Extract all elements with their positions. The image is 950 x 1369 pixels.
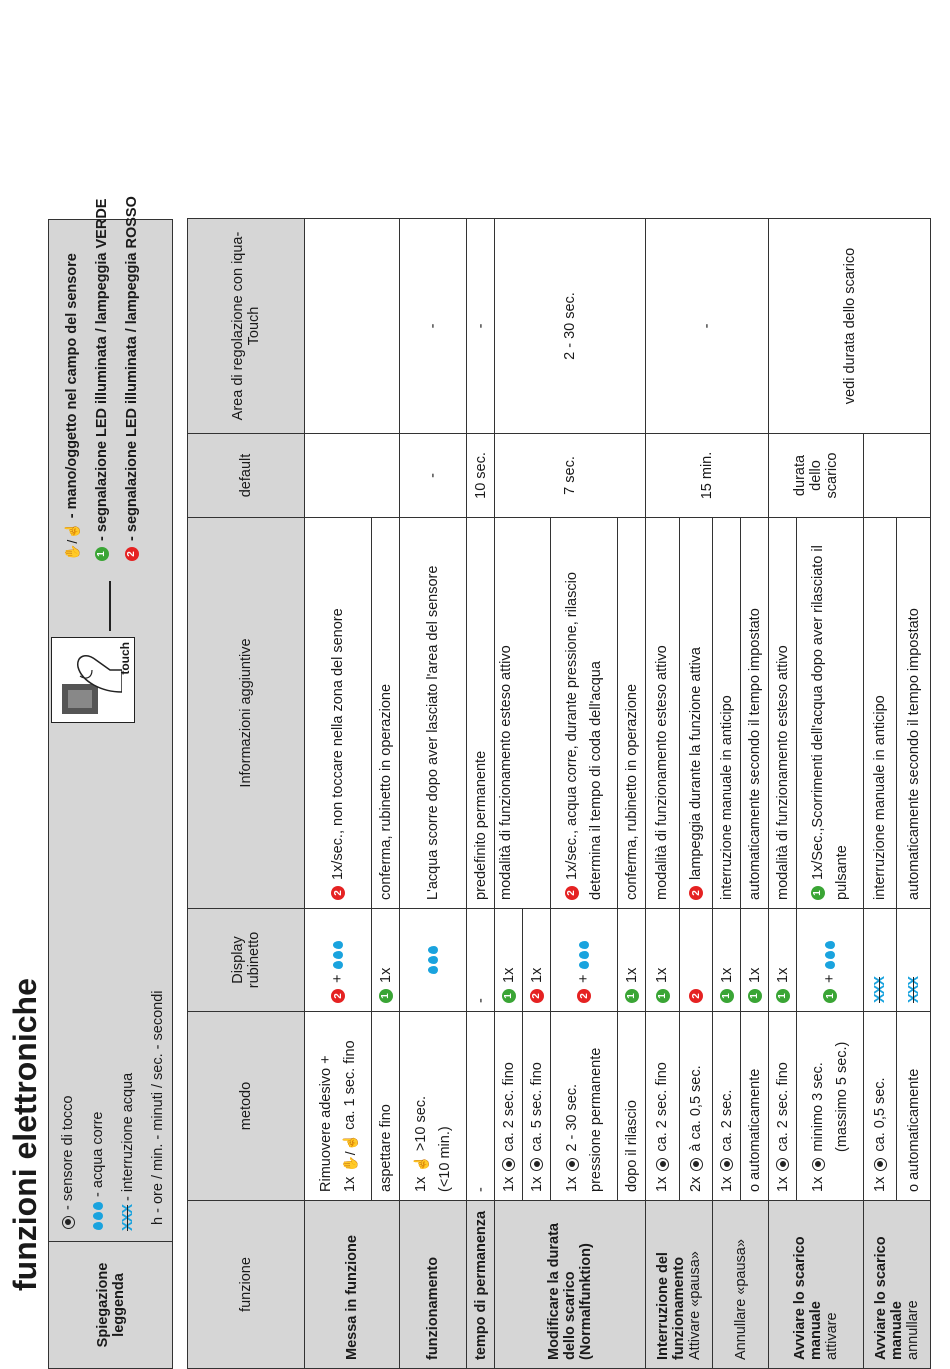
display-cell: 1 1x <box>713 909 741 1012</box>
target-icon <box>566 1158 579 1171</box>
target-icon <box>812 1158 825 1171</box>
func-pausa-attivare: Interruzione del funzionamento Attivare «pausa» <box>646 1201 713 1369</box>
method-cell: 1x ca. 0,5 sec. <box>863 1012 896 1201</box>
header-area: Area di regolazione con iqua-Touch <box>188 219 305 434</box>
method-cell: 1x 2 - 30 sec. pressione permanente <box>551 1012 618 1201</box>
info-cell: automaticamente secondo il tempo impostato <box>741 518 769 909</box>
header-funzione: funzione <box>188 1201 305 1369</box>
finger-icon: ☝ <box>413 1155 430 1173</box>
xxx-icon: XXX <box>872 976 889 1003</box>
method-cell: 1x minimo 3 sec. (massimo 5 sec.) <box>797 1012 864 1201</box>
default-cell <box>863 434 930 518</box>
red-led-icon: 2 <box>689 989 703 1003</box>
default-cell: durata dello scarico <box>769 434 864 518</box>
red-led-icon: 2 <box>577 989 591 1003</box>
touch-sensor-image <box>51 637 135 723</box>
legend-table <box>48 196 173 1369</box>
green-led-icon: 1 <box>656 989 670 1003</box>
red-led-icon: 2 <box>689 886 703 900</box>
func-pausa-annullare: Annullare «pausa» <box>713 1201 769 1369</box>
method-cell: 2x à ca. 0,5 sec. <box>679 1012 712 1201</box>
green-led-icon: 1 <box>748 989 762 1003</box>
func-manuale-attivare: Avviare lo scarico manuale attivare <box>769 1201 864 1369</box>
info-cell: automaticamente secondo il tempo impostato <box>897 518 931 909</box>
hand-icon: ✋/☝ <box>64 522 81 561</box>
green-led-icon: 1 <box>823 989 837 1003</box>
method-cell: 1x ☝ >10 sec. (<10 min.) <box>400 1012 467 1201</box>
drops-icon <box>822 940 838 970</box>
red-led-icon: 2 <box>125 547 139 561</box>
drops-icon <box>90 1201 106 1231</box>
legend-title: Spiegazione leggenda <box>49 1242 173 1369</box>
method-cell: - <box>467 1012 495 1201</box>
target-icon <box>690 1158 703 1171</box>
header-metodo: metodo <box>188 1012 305 1201</box>
info-cell: 2 1x/sec., acqua corre, durante pressione, rilascio determina il tempo di coda dell'acqua <box>551 518 618 909</box>
func-funzionamento: funzionamento <box>400 1201 467 1369</box>
area-cell: - <box>400 219 467 434</box>
info-cell: interruzione manuale in anticipo <box>863 518 896 909</box>
method-cell: 1x ca. 2 sec. fino <box>495 1012 523 1201</box>
method-cell: 1x ca. 2 sec. <box>713 1012 741 1201</box>
default-cell: 15 min. <box>646 434 769 518</box>
target-icon <box>530 1158 543 1171</box>
display-cell <box>863 909 896 1012</box>
display-cell: 1 1x <box>741 909 769 1012</box>
legend-item-water: - acqua corre <box>83 990 113 1231</box>
method-cell: 1x ca. 2 sec. fino <box>769 1012 797 1201</box>
target-icon <box>656 1158 669 1171</box>
table-row <box>400 219 467 1369</box>
area-cell: - <box>646 219 769 434</box>
target-icon <box>874 1158 887 1171</box>
xxx-icon: XXX <box>120 1204 136 1231</box>
drops-icon <box>330 940 346 970</box>
info-cell: L'acqua scorre dopo aver lasciato l'area del sensore <box>400 518 467 909</box>
green-led-icon: 1 <box>811 886 825 900</box>
info-cell: 1 1x/Sec.,Scorrimenti dell'acqua dopo aver rilasciato il pulsante <box>797 518 864 909</box>
green-led-icon: 1 <box>625 989 639 1003</box>
target-icon <box>776 1158 789 1171</box>
area-cell: - <box>467 219 495 434</box>
default-cell: - <box>400 434 467 518</box>
display-cell <box>400 909 467 1012</box>
touch-label: touch <box>118 642 132 675</box>
default-cell <box>305 434 400 518</box>
info-cell: modalità di funzionamento esteso attivo <box>495 518 551 909</box>
drops-icon <box>576 940 592 970</box>
display-cell <box>897 909 931 1012</box>
green-led-icon: 1 <box>95 547 109 561</box>
legend-item-hand: ✋/☝ - mano/oggetto nel campo del sensore <box>64 253 81 561</box>
display-cell: 2 1x <box>523 909 551 1012</box>
table-row <box>769 219 797 1369</box>
info-cell: interruzione manuale in anticipo <box>713 518 741 909</box>
green-led-icon: 1 <box>720 989 734 1003</box>
legend-item-red: 2 - segnalazione LED illuminata / lampeggia ROSSO <box>117 196 147 561</box>
method-cell: 1x ca. 2 sec. fino <box>646 1012 679 1201</box>
display-cell: 1 + <box>797 909 864 1012</box>
area-cell: 2 - 30 sec. <box>495 219 646 434</box>
green-led-icon: 1 <box>776 989 790 1003</box>
finger-touch-icon <box>52 642 122 722</box>
area-cell: vedi durata dello scarico <box>769 219 931 434</box>
functions-table <box>187 218 931 1369</box>
display-cell: 1 1x <box>646 909 679 1012</box>
method-cell: o automaticamente <box>897 1012 931 1201</box>
info-cell: 2 1x/sec., non toccare nella zona del senore <box>305 518 372 909</box>
info-cell: modalità di funzionamento esteso attivo <box>646 518 679 909</box>
info-cell: conferma, rubinetto in operazione <box>618 518 646 909</box>
target-icon <box>62 1216 75 1229</box>
red-led-icon: 2 <box>331 886 345 900</box>
method-cell: Rimuovere adesivo + 1x ✋/☝ ca. 1 sec. fino <box>305 1012 372 1201</box>
red-led-icon: 2 <box>331 989 345 1003</box>
method-cell: 1x ca. 5 sec. fino <box>523 1012 551 1201</box>
display-cell: 2 + <box>551 909 618 1012</box>
method-cell: o automaticamente <box>741 1012 769 1201</box>
display-cell: 1 1x <box>372 909 400 1012</box>
func-permanenza: tempo di permanenza <box>467 1201 495 1369</box>
legend-item-sensor: - sensore di tocco <box>53 990 83 1231</box>
default-cell: 10 sec. <box>467 434 495 518</box>
info-cell: predefinito permanente <box>467 518 495 909</box>
touch-connector-line <box>109 581 111 631</box>
header-display: Display rubinetto <box>188 909 305 1012</box>
legend-body <box>49 196 173 1242</box>
display-cell: - <box>467 909 495 1012</box>
header-info: Informazioni aggiuntive <box>188 518 305 909</box>
green-led-icon: 1 <box>379 989 393 1003</box>
legend-item-green: 1 - segnalazione LED illuminata / lampeggia VERDE <box>87 196 117 561</box>
info-cell: 2 lampeggia durante la funzione attiva <box>679 518 712 909</box>
display-cell <box>679 909 712 1012</box>
table-row <box>305 219 372 1369</box>
header-row <box>188 219 305 1369</box>
target-icon <box>720 1158 733 1171</box>
legend-item-interruption: XXX - interruzione acqua <box>120 1072 136 1231</box>
display-cell: 1 1x <box>769 909 797 1012</box>
table-row <box>467 219 495 1369</box>
red-led-icon: 2 <box>565 886 579 900</box>
header-default: default <box>188 434 305 518</box>
default-cell: 7 sec. <box>495 434 646 518</box>
hand-icon: ✋/☝ <box>342 1133 359 1173</box>
page-title: funzioni elettroniche <box>7 978 43 1291</box>
func-durata: Modificare la durata dello scarico (Normalfunktion) <box>495 1201 646 1369</box>
info-cell: modalità di funzionamento esteso attivo <box>769 518 797 909</box>
info-cell: conferma, rubinetto in operazione <box>372 518 400 909</box>
display-cell: 1 1x <box>618 909 646 1012</box>
area-cell <box>305 219 400 434</box>
table-row <box>646 219 679 1369</box>
legend-item-units: h - ore / min. - minuti / sec. - secondi <box>150 990 166 1225</box>
target-icon <box>502 1158 515 1171</box>
display-cell: 1 1x <box>495 909 523 1012</box>
green-led-icon: 1 <box>502 989 516 1003</box>
table-row <box>495 219 523 1369</box>
document-rotated <box>48 196 931 1369</box>
method-cell: dopo il rilascio <box>618 1012 646 1201</box>
func-manuale-annullare: Avviare lo scarico manuale annullare <box>863 1201 930 1369</box>
drops-icon <box>425 945 441 975</box>
method-cell: aspettare fino <box>372 1012 400 1201</box>
xxx-icon: XXX <box>905 976 922 1003</box>
func-messa: Messa in funzione <box>305 1201 400 1369</box>
display-cell: 2 + <box>305 909 372 1012</box>
red-led-icon: 2 <box>530 989 544 1003</box>
